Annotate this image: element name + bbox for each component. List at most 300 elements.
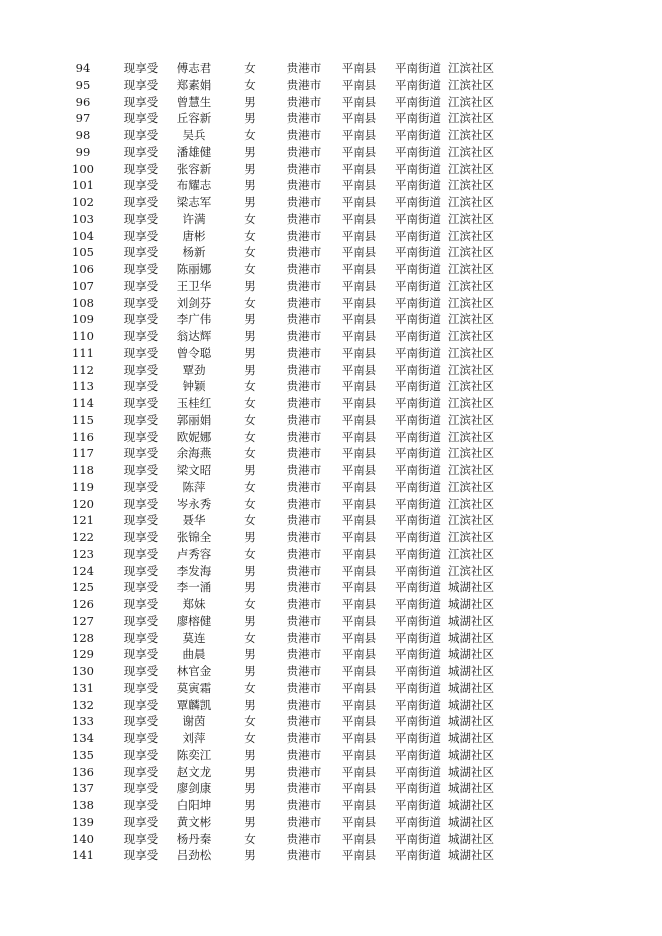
- sex-cell: 女: [244, 396, 256, 410]
- table-row: [0, 445, 662, 462]
- name-cell: 赵文龙: [176, 764, 212, 779]
- row-number: 113: [72, 379, 94, 394]
- sex-cell: 男: [244, 278, 256, 293]
- row-number: 124: [72, 563, 94, 578]
- sex-cell: 女: [244, 831, 256, 846]
- city-cell: 贵港市: [286, 563, 322, 578]
- row-number: 131: [72, 680, 94, 695]
- county-cell: 平南县: [341, 479, 377, 494]
- community-cell: 江滨社区: [448, 463, 494, 477]
- row-number: 139: [72, 814, 94, 829]
- status-cell: 现享受: [123, 513, 159, 528]
- city-cell: 贵港市: [286, 228, 322, 243]
- row-number: 112: [72, 362, 94, 377]
- street-cell: 平南街道: [395, 630, 441, 645]
- table-row: [0, 412, 662, 429]
- street-cell: 平南街道: [395, 94, 441, 109]
- community-cell: 城湖社区: [448, 697, 494, 712]
- city-cell: 贵港市: [286, 831, 322, 846]
- community-cell: 江滨社区: [448, 479, 494, 494]
- street-cell: 平南街道: [395, 128, 441, 142]
- street-cell: 平南街道: [395, 479, 441, 494]
- table-row: [0, 764, 662, 781]
- table-row: [0, 697, 662, 714]
- community-cell: 江滨社区: [448, 396, 494, 410]
- street-cell: 平南街道: [395, 848, 441, 863]
- table-row: [0, 847, 662, 864]
- county-cell: 平南县: [341, 77, 377, 92]
- row-number: 141: [72, 848, 94, 863]
- status-cell: 现享受: [123, 94, 159, 109]
- sex-cell: 女: [244, 597, 256, 611]
- county-cell: 平南县: [341, 412, 377, 427]
- street-cell: 平南街道: [395, 781, 441, 796]
- sex-cell: 男: [244, 664, 256, 678]
- street-cell: 平南街道: [395, 312, 441, 327]
- city-cell: 贵港市: [286, 697, 322, 712]
- community-cell: 江滨社区: [448, 61, 494, 75]
- county-cell: 平南县: [341, 94, 377, 109]
- table-row: [0, 613, 662, 630]
- city-cell: 贵港市: [286, 161, 322, 176]
- county-cell: 平南县: [341, 429, 377, 444]
- county-cell: 平南县: [341, 144, 377, 159]
- street-cell: 平南街道: [395, 463, 441, 477]
- table-row: [0, 646, 662, 663]
- sex-cell: 女: [244, 630, 256, 645]
- table-row: [0, 529, 662, 546]
- community-cell: 江滨社区: [448, 262, 494, 276]
- row-number: 121: [72, 513, 94, 528]
- street-cell: 平南街道: [395, 496, 441, 511]
- table-row: [0, 780, 662, 797]
- status-cell: 现享受: [123, 412, 159, 427]
- city-cell: 贵港市: [286, 680, 322, 695]
- sex-cell: 男: [244, 312, 256, 327]
- city-cell: 贵港市: [286, 295, 322, 310]
- street-cell: 平南街道: [395, 814, 441, 829]
- row-number: 136: [72, 764, 94, 779]
- table-row: [0, 362, 662, 379]
- name-cell: 翁达辉: [176, 329, 212, 343]
- community-cell: 江滨社区: [448, 312, 494, 327]
- street-cell: 平南街道: [395, 144, 441, 159]
- row-number: 108: [72, 295, 94, 310]
- community-cell: 江滨社区: [448, 563, 494, 578]
- name-cell: 陈丽娜: [176, 262, 212, 276]
- sex-cell: 女: [244, 295, 256, 310]
- name-cell: 吕劲松: [176, 848, 212, 863]
- name-cell: 郑妹: [182, 597, 206, 611]
- city-cell: 贵港市: [286, 764, 322, 779]
- row-number: 114: [72, 396, 94, 410]
- sex-cell: 女: [244, 680, 256, 695]
- table-row: [0, 563, 662, 580]
- street-cell: 平南街道: [395, 831, 441, 846]
- status-cell: 现享受: [123, 630, 159, 645]
- city-cell: 贵港市: [286, 513, 322, 528]
- name-cell: 布耀志: [176, 178, 212, 193]
- community-cell: 城湖社区: [448, 630, 494, 645]
- status-cell: 现享受: [123, 697, 159, 712]
- status-cell: 现享受: [123, 178, 159, 193]
- row-number: 110: [72, 329, 94, 343]
- community-cell: 江滨社区: [448, 111, 494, 126]
- community-cell: 江滨社区: [448, 379, 494, 394]
- street-cell: 平南街道: [395, 278, 441, 293]
- city-cell: 贵港市: [286, 61, 322, 75]
- status-cell: 现享受: [123, 144, 159, 159]
- city-cell: 贵港市: [286, 362, 322, 377]
- row-number: 123: [72, 546, 94, 561]
- name-cell: 廖榕健: [176, 613, 212, 628]
- community-cell: 江滨社区: [448, 329, 494, 343]
- street-cell: 平南街道: [395, 211, 441, 226]
- city-cell: 贵港市: [286, 94, 322, 109]
- row-number: 103: [72, 211, 94, 226]
- table-row: [0, 831, 662, 848]
- table-row: [0, 244, 662, 261]
- community-cell: 城湖社区: [448, 731, 494, 745]
- row-number: 119: [72, 479, 94, 494]
- sex-cell: 男: [244, 111, 256, 126]
- status-cell: 现享受: [123, 295, 159, 310]
- county-cell: 平南县: [341, 295, 377, 310]
- row-number: 97: [75, 111, 91, 126]
- community-cell: 江滨社区: [448, 429, 494, 444]
- table-row: [0, 295, 662, 312]
- county-cell: 平南县: [341, 278, 377, 293]
- name-cell: 李一涌: [176, 580, 212, 595]
- county-cell: 平南县: [341, 345, 377, 360]
- sex-cell: 女: [244, 379, 256, 394]
- county-cell: 平南县: [341, 597, 377, 611]
- community-cell: 城湖社区: [448, 814, 494, 829]
- table-row: [0, 144, 662, 161]
- city-cell: 贵港市: [286, 714, 322, 729]
- street-cell: 平南街道: [395, 61, 441, 75]
- name-cell: 潘雄健: [176, 144, 212, 159]
- table-row: [0, 127, 662, 144]
- name-cell: 张容新: [176, 161, 212, 176]
- street-cell: 平南街道: [395, 295, 441, 310]
- name-cell: 余海燕: [176, 446, 212, 461]
- street-cell: 平南街道: [395, 580, 441, 595]
- community-cell: 江滨社区: [448, 546, 494, 561]
- street-cell: 平南街道: [395, 764, 441, 779]
- sex-cell: 女: [244, 245, 256, 260]
- table-row: [0, 579, 662, 596]
- street-cell: 平南街道: [395, 714, 441, 729]
- name-cell: 林官金: [176, 664, 212, 678]
- row-number: 133: [72, 714, 94, 729]
- row-number: 132: [72, 697, 94, 712]
- street-cell: 平南街道: [395, 747, 441, 762]
- county-cell: 平南县: [341, 697, 377, 712]
- sex-cell: 女: [244, 77, 256, 92]
- table-row: [0, 713, 662, 730]
- county-cell: 平南县: [341, 396, 377, 410]
- recipient-table: [0, 60, 662, 864]
- county-cell: 平南县: [341, 111, 377, 126]
- name-cell: 莫连: [182, 630, 206, 645]
- status-cell: 现享受: [123, 496, 159, 511]
- table-row: [0, 663, 662, 680]
- city-cell: 贵港市: [286, 630, 322, 645]
- name-cell: 卢秀容: [176, 546, 212, 561]
- sex-cell: 男: [244, 362, 256, 377]
- name-cell: 杨新: [182, 245, 206, 260]
- community-cell: 城湖社区: [448, 597, 494, 611]
- city-cell: 贵港市: [286, 312, 322, 327]
- table-row: [0, 194, 662, 211]
- status-cell: 现享受: [123, 278, 159, 293]
- status-cell: 现享受: [123, 195, 159, 209]
- community-cell: 城湖社区: [448, 747, 494, 762]
- community-cell: 江滨社区: [448, 530, 494, 544]
- city-cell: 贵港市: [286, 144, 322, 159]
- sex-cell: 女: [244, 731, 256, 745]
- row-number: 105: [72, 245, 94, 260]
- community-cell: 城湖社区: [448, 798, 494, 812]
- row-number: 129: [72, 647, 94, 662]
- sex-cell: 男: [244, 94, 256, 109]
- street-cell: 平南街道: [395, 429, 441, 444]
- row-number: 137: [72, 781, 94, 796]
- table-row: [0, 378, 662, 395]
- name-cell: 丘容新: [176, 111, 212, 126]
- name-cell: 梁文昭: [176, 463, 212, 477]
- county-cell: 平南县: [341, 647, 377, 662]
- street-cell: 平南街道: [395, 546, 441, 561]
- sex-cell: 女: [244, 228, 256, 243]
- community-cell: 城湖社区: [448, 831, 494, 846]
- name-cell: 陈萍: [182, 479, 206, 494]
- county-cell: 平南县: [341, 580, 377, 595]
- community-cell: 江滨社区: [448, 245, 494, 260]
- status-cell: 现享受: [123, 597, 159, 611]
- community-cell: 江滨社区: [448, 278, 494, 293]
- sex-cell: 男: [244, 195, 256, 209]
- street-cell: 平南街道: [395, 513, 441, 528]
- county-cell: 平南县: [341, 245, 377, 260]
- table-row: [0, 211, 662, 228]
- county-cell: 平南县: [341, 312, 377, 327]
- county-cell: 平南县: [341, 831, 377, 846]
- row-number: 117: [72, 446, 94, 461]
- table-row: [0, 110, 662, 127]
- community-cell: 江滨社区: [448, 446, 494, 461]
- street-cell: 平南街道: [395, 412, 441, 427]
- name-cell: 谢茵: [182, 714, 206, 729]
- street-cell: 平南街道: [395, 178, 441, 193]
- community-cell: 江滨社区: [448, 77, 494, 92]
- row-number: 101: [72, 178, 94, 193]
- status-cell: 现享受: [123, 128, 159, 142]
- status-cell: 现享受: [123, 211, 159, 226]
- community-cell: 江滨社区: [448, 228, 494, 243]
- name-cell: 刘剑芬: [176, 295, 212, 310]
- table-row: [0, 747, 662, 764]
- table-row: [0, 730, 662, 747]
- name-cell: 杨丹秦: [176, 831, 212, 846]
- name-cell: 覃麟凯: [176, 697, 212, 712]
- row-number: 111: [72, 345, 94, 360]
- city-cell: 贵港市: [286, 278, 322, 293]
- city-cell: 贵港市: [286, 211, 322, 226]
- county-cell: 平南县: [341, 228, 377, 243]
- city-cell: 贵港市: [286, 178, 322, 193]
- county-cell: 平南县: [341, 680, 377, 695]
- row-number: 125: [72, 580, 94, 595]
- sex-cell: 女: [244, 546, 256, 561]
- status-cell: 现享受: [123, 329, 159, 343]
- city-cell: 贵港市: [286, 195, 322, 209]
- status-cell: 现享受: [123, 479, 159, 494]
- sex-cell: 男: [244, 764, 256, 779]
- community-cell: 城湖社区: [448, 714, 494, 729]
- sex-cell: 女: [244, 479, 256, 494]
- name-cell: 曾令聪: [176, 345, 212, 360]
- name-cell: 玉桂红: [176, 396, 212, 410]
- county-cell: 平南县: [341, 446, 377, 461]
- sex-cell: 男: [244, 647, 256, 662]
- community-cell: 江滨社区: [448, 211, 494, 226]
- city-cell: 贵港市: [286, 848, 322, 863]
- name-cell: 李广伟: [176, 312, 212, 327]
- street-cell: 平南街道: [395, 530, 441, 544]
- status-cell: 现享受: [123, 664, 159, 678]
- county-cell: 平南县: [341, 128, 377, 142]
- county-cell: 平南县: [341, 379, 377, 394]
- sex-cell: 女: [244, 446, 256, 461]
- sex-cell: 男: [244, 161, 256, 176]
- status-cell: 现享受: [123, 362, 159, 377]
- city-cell: 贵港市: [286, 747, 322, 762]
- sex-cell: 女: [244, 429, 256, 444]
- row-number: 107: [72, 278, 94, 293]
- name-cell: 莫寅霜: [176, 680, 212, 695]
- county-cell: 平南县: [341, 798, 377, 812]
- status-cell: 现享受: [123, 262, 159, 276]
- row-number: 126: [72, 597, 94, 611]
- street-cell: 平南街道: [395, 345, 441, 360]
- table-row: [0, 345, 662, 362]
- sex-cell: 男: [244, 329, 256, 343]
- table-row: [0, 161, 662, 178]
- table-row: [0, 311, 662, 328]
- table-row: [0, 512, 662, 529]
- community-cell: 江滨社区: [448, 513, 494, 528]
- row-number: 120: [72, 496, 94, 511]
- row-number: 96: [75, 94, 91, 109]
- status-cell: 现享受: [123, 446, 159, 461]
- status-cell: 现享受: [123, 312, 159, 327]
- row-number: 127: [72, 613, 94, 628]
- community-cell: 城湖社区: [448, 680, 494, 695]
- street-cell: 平南街道: [395, 362, 441, 377]
- sex-cell: 女: [244, 211, 256, 226]
- table-row: [0, 228, 662, 245]
- status-cell: 现享受: [123, 747, 159, 762]
- city-cell: 贵港市: [286, 613, 322, 628]
- table-row: [0, 596, 662, 613]
- street-cell: 平南街道: [395, 262, 441, 276]
- row-number: 130: [72, 664, 94, 678]
- name-cell: 廖剑康: [176, 781, 212, 796]
- street-cell: 平南街道: [395, 563, 441, 578]
- sex-cell: 男: [244, 144, 256, 159]
- status-cell: 现享受: [123, 580, 159, 595]
- status-cell: 现享受: [123, 463, 159, 477]
- table-row: [0, 177, 662, 194]
- sex-cell: 男: [244, 345, 256, 360]
- sex-cell: 女: [244, 496, 256, 511]
- community-cell: 江滨社区: [448, 161, 494, 176]
- sex-cell: 男: [244, 848, 256, 863]
- sex-cell: 男: [244, 781, 256, 796]
- row-number: 116: [72, 429, 94, 444]
- name-cell: 曾慧生: [176, 94, 212, 109]
- row-number: 95: [75, 77, 91, 92]
- street-cell: 平南街道: [395, 680, 441, 695]
- status-cell: 现享受: [123, 61, 159, 75]
- table-row: [0, 278, 662, 295]
- city-cell: 贵港市: [286, 781, 322, 796]
- county-cell: 平南县: [341, 362, 377, 377]
- status-cell: 现享受: [123, 77, 159, 92]
- status-cell: 现享受: [123, 680, 159, 695]
- county-cell: 平南县: [341, 630, 377, 645]
- table-row: [0, 77, 662, 94]
- street-cell: 平南街道: [395, 664, 441, 678]
- name-cell: 黄文彬: [176, 814, 212, 829]
- name-cell: 白阳坤: [176, 798, 212, 812]
- community-cell: 江滨社区: [448, 412, 494, 427]
- name-cell: 郑素娟: [176, 77, 212, 92]
- community-cell: 城湖社区: [448, 613, 494, 628]
- street-cell: 平南街道: [395, 731, 441, 745]
- name-cell: 许满: [182, 211, 206, 226]
- community-cell: 江滨社区: [448, 144, 494, 159]
- row-number: 104: [72, 228, 94, 243]
- community-cell: 江滨社区: [448, 128, 494, 142]
- city-cell: 贵港市: [286, 597, 322, 611]
- street-cell: 平南街道: [395, 195, 441, 209]
- city-cell: 贵港市: [286, 664, 322, 678]
- sex-cell: 男: [244, 697, 256, 712]
- row-number: 99: [75, 144, 91, 159]
- city-cell: 贵港市: [286, 77, 322, 92]
- status-cell: 现享受: [123, 781, 159, 796]
- status-cell: 现享受: [123, 228, 159, 243]
- county-cell: 平南县: [341, 329, 377, 343]
- row-number: 138: [72, 798, 94, 812]
- name-cell: 王卫华: [176, 278, 212, 293]
- community-cell: 城湖社区: [448, 764, 494, 779]
- name-cell: 岑永秀: [176, 496, 212, 511]
- name-cell: 欧妮娜: [176, 429, 212, 444]
- city-cell: 贵港市: [286, 479, 322, 494]
- city-cell: 贵港市: [286, 379, 322, 394]
- street-cell: 平南街道: [395, 647, 441, 662]
- street-cell: 平南街道: [395, 697, 441, 712]
- table-row: [0, 395, 662, 412]
- city-cell: 贵港市: [286, 530, 322, 544]
- county-cell: 平南县: [341, 664, 377, 678]
- city-cell: 贵港市: [286, 245, 322, 260]
- county-cell: 平南县: [341, 178, 377, 193]
